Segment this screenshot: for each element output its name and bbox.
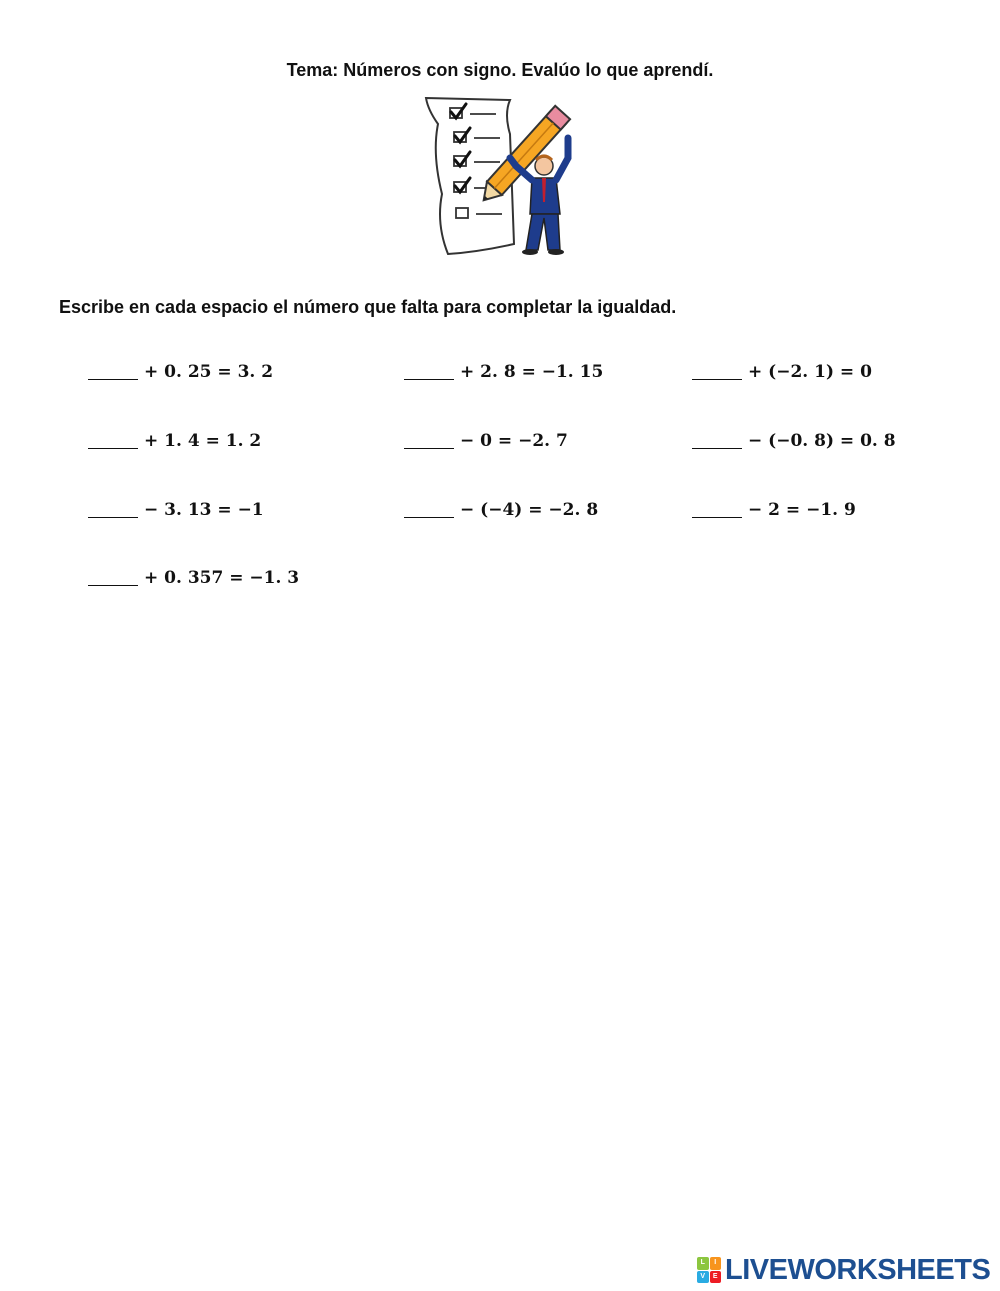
logo-mark-letter: V (697, 1271, 709, 1284)
equation-item (88, 360, 273, 382)
logo-mark-letter: I (710, 1257, 722, 1270)
liveworksheets-logo[interactable] (697, 1254, 990, 1286)
logo-mark-icon (697, 1257, 721, 1283)
logo-mark-letter: L (697, 1257, 709, 1270)
equation-item (692, 429, 896, 451)
equation-text: − 0 = −2. 7 (460, 431, 568, 451)
answer-blank[interactable] (692, 432, 742, 449)
worksheet-title: Tema: Números con signo. Evalúo lo que aprendí. (286, 60, 714, 80)
answer-blank[interactable] (404, 432, 454, 449)
equation-text: − (−0. 8) = 0. 8 (748, 431, 896, 451)
equation-item (404, 360, 603, 382)
equation-item (692, 360, 872, 382)
equation-item (88, 566, 299, 588)
equation-item (404, 498, 598, 520)
answer-blank[interactable] (692, 501, 742, 518)
answer-blank[interactable] (88, 569, 138, 586)
equation-text: − (−4) = −2. 8 (460, 500, 599, 520)
logo-text: LIVEWORKSHEETS (725, 1253, 991, 1286)
answer-blank[interactable] (88, 363, 138, 380)
equation-item (692, 498, 856, 520)
equation-item (404, 429, 568, 451)
equation-item (88, 498, 264, 520)
equation-text: + 0. 357 = −1. 3 (144, 568, 300, 588)
equation-text: + 2. 8 = −1. 15 (460, 362, 604, 382)
answer-blank[interactable] (404, 501, 454, 518)
checklist-pencil-man-icon (418, 94, 582, 258)
answer-blank[interactable] (404, 363, 454, 380)
equation-text: + 0. 25 = 3. 2 (144, 362, 274, 382)
answer-blank[interactable] (692, 363, 742, 380)
equation-text: − 2 = −1. 9 (748, 500, 856, 520)
equation-text: + (−2. 1) = 0 (748, 362, 872, 382)
answer-blank[interactable] (88, 501, 138, 518)
instruction-text: Escribe en cada espacio el número que falta para completar la igualdad. (59, 297, 677, 317)
equation-text: − 3. 13 = −1 (144, 500, 264, 520)
equation-item (88, 429, 261, 451)
answer-blank[interactable] (88, 432, 138, 449)
equation-text: + 1. 4 = 1. 2 (144, 431, 262, 451)
logo-mark-letter: E (710, 1271, 722, 1284)
